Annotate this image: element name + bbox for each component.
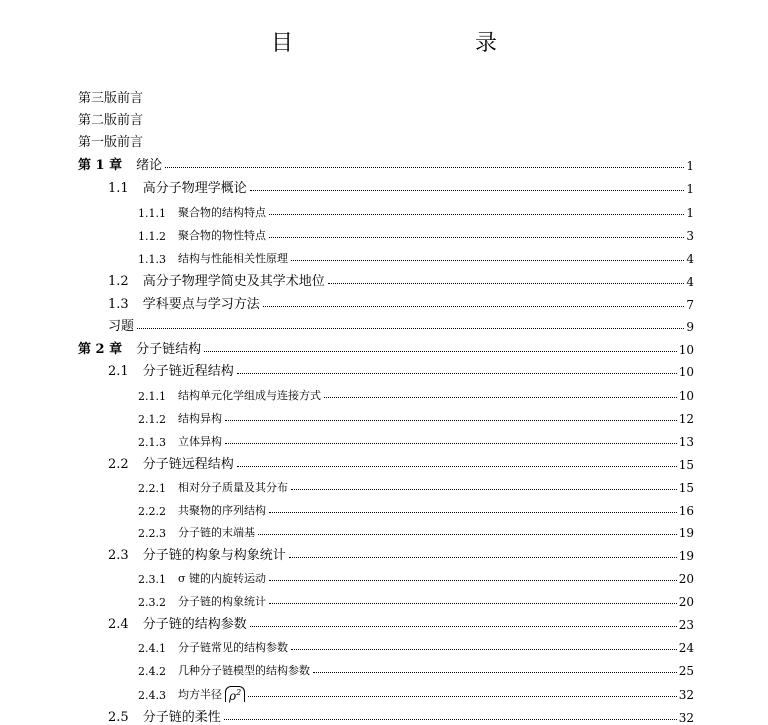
toc-page-number: 23 (678, 618, 694, 632)
toc-entry-number: 1.3 (108, 297, 129, 312)
toc-page-number: 1 (686, 182, 694, 196)
toc-dot-leader (291, 488, 677, 490)
toc-entry-number: 2.1.2 (138, 413, 166, 426)
toc-entry-number: 1.1.1 (138, 207, 166, 220)
toc-entry-number: 2.4.1 (138, 642, 166, 655)
toc-entry-number: 2.1.1 (138, 390, 166, 403)
toc-dot-leader (324, 396, 677, 398)
toc-page-number: 24 (678, 641, 694, 655)
toc-dot-leader (258, 533, 677, 535)
mean-square-radius-formula (225, 686, 245, 702)
toc-dot-leader (263, 305, 684, 307)
toc-entry-title: 分子链的柔性 (142, 710, 221, 725)
toc-entry-number: 2.4.2 (138, 665, 166, 678)
toc-entry-number: 2.2.1 (138, 482, 166, 495)
toc-entry-title: 几种分子链模型的结构参数 (178, 664, 310, 677)
toc-dot-leader (291, 648, 677, 650)
toc-page-number: 20 (678, 572, 694, 586)
toc-entry-title: 分子链的构象与构象统计 (142, 548, 286, 563)
toc-page-number: 10 (678, 365, 694, 379)
toc-dot-leader (250, 189, 684, 191)
toc-entry[interactable] (78, 84, 278, 106)
toc-entry[interactable] (108, 541, 694, 563)
toc-entry[interactable] (138, 427, 694, 449)
toc-entry-title: 立体异构 (178, 435, 222, 448)
toc-page-number: 10 (678, 389, 694, 403)
toc-dot-leader (248, 695, 677, 697)
toc-entry-title: 第二版前言 (78, 113, 144, 128)
toc-entry[interactable] (78, 335, 694, 357)
toc-page-number: 1 (686, 159, 694, 173)
toc-page-number: 9 (686, 320, 694, 334)
toc-entry[interactable] (138, 221, 694, 243)
toc-dot-leader (269, 602, 677, 604)
formula-symbol: ρ (229, 689, 237, 703)
toc-dot-leader (328, 282, 684, 284)
toc-entry-title: 高分子物理学概论 (142, 181, 247, 196)
toc-dot-leader (165, 166, 684, 168)
toc-dot-leader (269, 213, 684, 215)
toc-dot-leader (313, 671, 677, 673)
toc-entry-title: 第三版前言 (78, 91, 144, 106)
toc-entry[interactable] (108, 357, 694, 379)
toc-dot-leader (289, 556, 677, 558)
toc-dot-leader (137, 327, 684, 329)
toc-entry[interactable] (138, 680, 694, 702)
toc-entry-title: σ 键的内旋转运动 (178, 572, 267, 585)
toc-entry-title: 高分子物理学简史及其学术地位 (142, 274, 325, 289)
toc-dot-leader (225, 442, 677, 444)
toc-page-number: 16 (678, 504, 694, 518)
toc-entry-title: 分子链的末端基 (178, 526, 255, 539)
toc-entry[interactable] (138, 496, 694, 518)
toc-entry[interactable] (138, 518, 694, 540)
toc-entry-title: 学科要点与学习方法 (142, 297, 260, 312)
toc-entry[interactable] (108, 610, 694, 632)
toc-entry-number: 1.1.2 (138, 230, 166, 243)
toc-page-number: 10 (678, 343, 694, 357)
toc-entry[interactable] (138, 633, 694, 655)
toc-entry-title: 共聚物的序列结构 (178, 504, 266, 517)
toc-dot-leader (269, 236, 684, 238)
toc-dot-leader (269, 511, 677, 513)
toc-entry-number: 2.4 (108, 617, 129, 632)
toc-entry[interactable] (108, 267, 694, 289)
toc-entry[interactable] (138, 656, 694, 678)
toc-entry-title: 结构异构 (178, 412, 222, 425)
toc-entry-title: 分子链结构 (136, 342, 202, 357)
toc-entry-number: 2.3.1 (138, 573, 166, 586)
toc-page-number: 32 (678, 688, 694, 702)
toc-entry-number: 1.2 (108, 274, 129, 289)
toc-page-number: 7 (686, 298, 694, 312)
toc-entry-number: 2.5 (108, 710, 129, 725)
toc-entry[interactable] (108, 174, 694, 196)
formula-exponent: 2 (236, 688, 242, 697)
toc-entry[interactable] (78, 128, 278, 150)
toc-page-number: 20 (678, 595, 694, 609)
toc-entry[interactable] (138, 564, 694, 586)
toc-dot-leader (250, 625, 677, 627)
toc-dot-leader (269, 579, 677, 581)
toc-entry[interactable] (78, 151, 694, 173)
toc-page-number: 1 (686, 206, 694, 220)
toc-dot-leader (204, 350, 677, 352)
toc-entry-title: 相对分子质量及其分布 (178, 481, 288, 494)
toc-page-number: 19 (678, 549, 694, 563)
toc-entry[interactable] (138, 381, 694, 403)
toc-entry-number: 第 2 章 (78, 342, 123, 357)
toc-dot-leader (225, 419, 677, 421)
toc-entry[interactable] (78, 106, 278, 128)
toc-dot-leader (237, 465, 677, 467)
toc-page-number: 3 (686, 229, 694, 243)
toc-entry[interactable] (138, 404, 694, 426)
toc-page-number: 19 (678, 526, 694, 540)
toc-dot-leader (237, 372, 677, 374)
toc-entry-number: 1.1.3 (138, 253, 166, 266)
toc-dot-leader (291, 259, 684, 261)
toc-entry[interactable] (138, 473, 694, 495)
toc-entry-number: 2.4.3 (138, 689, 166, 702)
toc-entry-number: 2.1.3 (138, 436, 166, 449)
toc-entry[interactable] (108, 450, 694, 472)
toc-entry-title: 均方半径 (178, 688, 222, 701)
toc-entry-number: 2.1 (108, 364, 129, 379)
toc-entry-number: 1.1 (108, 181, 129, 196)
toc-entry-title: 分子链的结构参数 (142, 617, 247, 632)
toc-entry[interactable] (138, 587, 694, 609)
page-title: 目 录 (270, 31, 543, 56)
toc-entry[interactable] (108, 290, 694, 312)
toc-entry-number: 第 1 章 (78, 158, 123, 173)
toc-entry-title: 聚合物的物性特点 (178, 229, 266, 242)
toc-entry[interactable] (108, 312, 694, 334)
toc-entry-title: 分子链远程结构 (142, 457, 234, 472)
toc-page-number: 13 (678, 435, 694, 449)
toc-entry[interactable] (138, 198, 694, 220)
toc-page-number: 15 (678, 481, 694, 495)
toc-page-number: 25 (678, 664, 694, 678)
toc-page-number: 32 (678, 711, 694, 725)
toc-entry-title: 结构与性能相关性原理 (178, 252, 288, 265)
toc-entry-number: 2.2.2 (138, 505, 166, 518)
toc-page-number: 4 (686, 252, 694, 266)
toc-entry[interactable] (138, 244, 694, 266)
toc-entry-title: 习题 (108, 319, 135, 334)
toc-entry-number: 2.2.3 (138, 527, 166, 540)
toc-entry-title: 分子链常见的结构参数 (178, 641, 288, 654)
toc-entry-title: 聚合物的结构特点 (178, 206, 266, 219)
toc-entry-number: 2.3.2 (138, 596, 166, 609)
toc-entry-number: 2.2 (108, 457, 129, 472)
toc-page-number: 12 (678, 412, 694, 426)
toc-entry-number: 2.3 (108, 548, 129, 563)
toc-entry-title: 分子链的构象统计 (178, 595, 266, 608)
toc-entry[interactable] (108, 703, 694, 725)
toc-page-number: 4 (686, 275, 694, 289)
toc-entry-title: 第一版前言 (78, 135, 144, 150)
toc-page-number: 15 (678, 458, 694, 472)
toc-entry-title: 绪论 (136, 158, 163, 173)
toc-entry-title: 结构单元化学组成与连接方式 (178, 389, 321, 402)
toc-entry-title: 分子链近程结构 (142, 364, 234, 379)
